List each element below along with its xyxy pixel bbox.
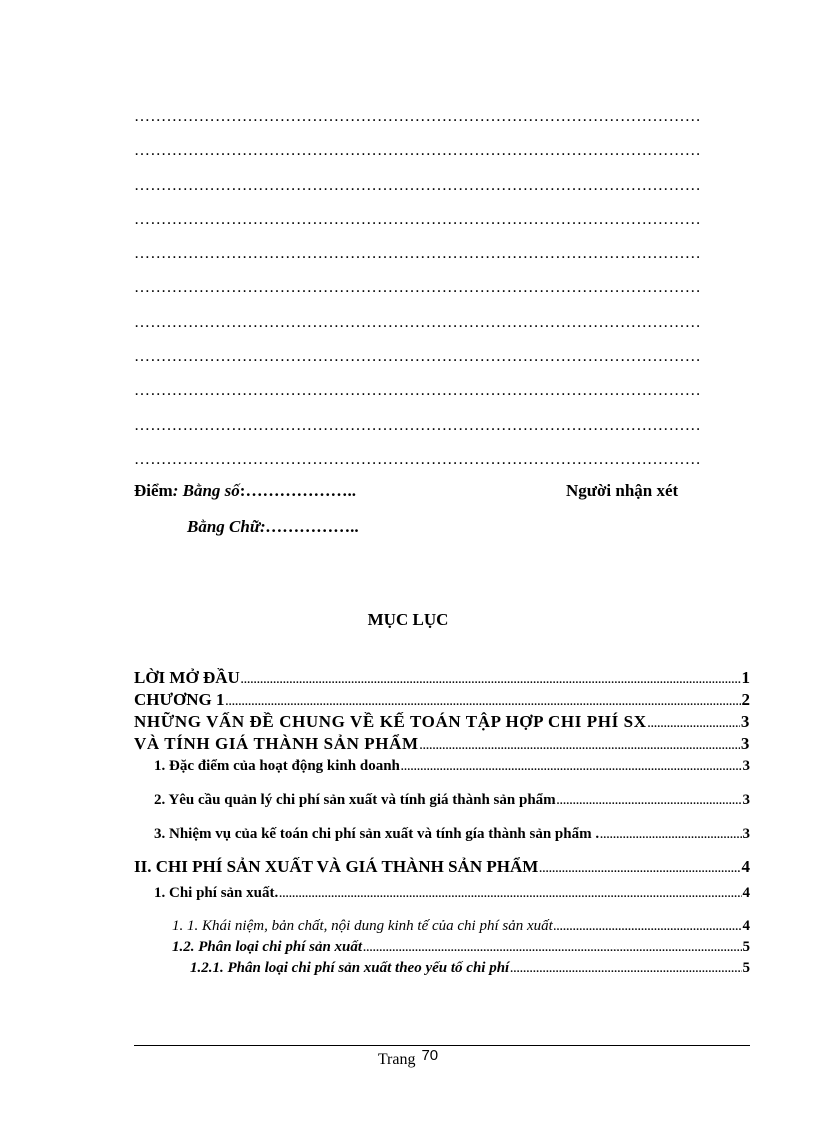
toc-entry-text: CHƯƠNG 1: [134, 690, 225, 709]
comment-line: ……………………………………………………………………………………………: [134, 348, 701, 366]
toc-entry[interactable]: [134, 690, 750, 712]
comment-line: ……………………………………………………………………………………………: [134, 142, 701, 160]
toc-leader: [226, 692, 741, 712]
toc-leader: [363, 938, 741, 958]
toc-leader: [420, 736, 740, 756]
comment-line: ……………………………………………………………………………………………: [134, 108, 701, 125]
toc-entry-text: NHỮNG VẤN ĐỀ CHUNG VỀ KẾ TOÁN TẬP HỢP CHI PHÍ SX: [134, 712, 647, 731]
toc-leader: [557, 791, 742, 811]
toc-entry-page: 5: [742, 939, 750, 955]
toc-entry-page: 3: [740, 734, 750, 753]
comment-line: ……………………………………………………………………………………………: [134, 210, 701, 228]
toc-entry-text: VÀ TÍNH GIÁ THÀNH SẢN PHẨM: [134, 734, 419, 753]
toc-entry[interactable]: [134, 712, 750, 734]
toc-entry-text: II. CHI PHÍ SẢN XUẤT VÀ GIÁ THÀNH SẢN PHẨM: [134, 857, 539, 876]
toc-entry[interactable]: [134, 883, 750, 904]
toc-entry[interactable]: [134, 958, 750, 979]
toc-entry[interactable]: [134, 824, 750, 845]
comment-line: ……………………………………………………………………………………………: [134, 416, 701, 434]
toc-leader: [510, 959, 741, 979]
score-by-words: [187, 517, 359, 537]
footer-label: Trang: [377, 1051, 416, 1068]
toc-leader: [279, 884, 741, 904]
score-by-words-value: :……………..: [260, 517, 360, 536]
toc-entry[interactable]: [134, 937, 750, 958]
toc-entry-text: 1. 1. Khái niệm, bản chất, nội dung kinh tế của chi phí sản xuất: [172, 918, 553, 934]
comment-line: ……………………………………………………………………………………………: [134, 313, 701, 331]
toc-entry-page: 4: [742, 918, 750, 934]
toc-entry-page: 3: [742, 826, 750, 842]
toc-entry-text: 1.2. Phân loại chi phí sản xuất: [172, 939, 363, 955]
toc-title: MỤC LỤC: [367, 610, 449, 629]
toc-entry-text: 1.2.1. Phân loại chi phí sản xuất theo yếu tố chi phí: [190, 960, 510, 976]
toc-entry-page: 4: [741, 857, 750, 876]
toc-entry-page: 1: [741, 668, 750, 687]
toc-entry[interactable]: [134, 668, 750, 690]
toc-leader: [401, 757, 742, 777]
toc-entry[interactable]: [134, 916, 750, 937]
comment-line: ……………………………………………………………………………………………: [134, 279, 701, 297]
toc-leader: [648, 714, 740, 734]
toc-leader: [241, 670, 741, 690]
toc-entry-page: 3: [742, 758, 750, 774]
toc-entry-text: 2. Yêu cầu quản lý chi phí sản xuất và tính giá thành sản phẩm: [154, 792, 556, 808]
toc-entry-text: 3. Nhiệm vụ của kế toán chi phí sản xuất và tính gía thành sản phẩm .: [154, 826, 600, 842]
toc-entry[interactable]: [134, 790, 750, 811]
comment-line: ……………………………………………………………………………………………: [134, 450, 701, 468]
toc-leader: [554, 917, 742, 937]
score-by-number: [134, 481, 356, 501]
comment-lines: [134, 105, 734, 482]
toc-entry-page: 2: [741, 690, 750, 709]
toc-entry[interactable]: [134, 734, 750, 756]
score-by-words-label: Bằng Chữ: [187, 517, 261, 536]
footer-page-number: 70: [421, 1047, 439, 1064]
comment-line: ……………………………………………………………………………………………: [134, 176, 701, 194]
toc-entry[interactable]: [134, 756, 750, 777]
toc-leader: [600, 825, 741, 845]
page-footer: [0, 1047, 816, 1069]
reviewer-label: Người nhận xét: [566, 481, 679, 500]
toc-entry[interactable]: [134, 857, 750, 879]
toc-entry-page: 3: [742, 792, 750, 808]
score-label: Điểm: [134, 481, 173, 500]
footer-divider: [134, 1045, 750, 1046]
score-by-number-value: :………………..: [239, 481, 356, 500]
toc-leader: [539, 859, 740, 879]
score-by-number-label: : Bằng số: [172, 481, 240, 500]
comment-line: ……………………………………………………………………………………………: [134, 382, 701, 400]
table-of-contents: [134, 668, 750, 979]
toc-entry-text: 1. Đặc điểm của hoạt động kinh doanh: [154, 758, 400, 774]
comment-line: ……………………………………………………………………………………………: [134, 245, 701, 263]
toc-entry-page: 5: [742, 960, 750, 976]
toc-entry-page: 4: [742, 885, 750, 901]
toc-entry-page: 3: [740, 712, 750, 731]
toc-entry-text: 1. Chi phí sản xuất.: [154, 885, 279, 901]
toc-entry-text: LỜI MỞ ĐẦU: [134, 668, 240, 687]
